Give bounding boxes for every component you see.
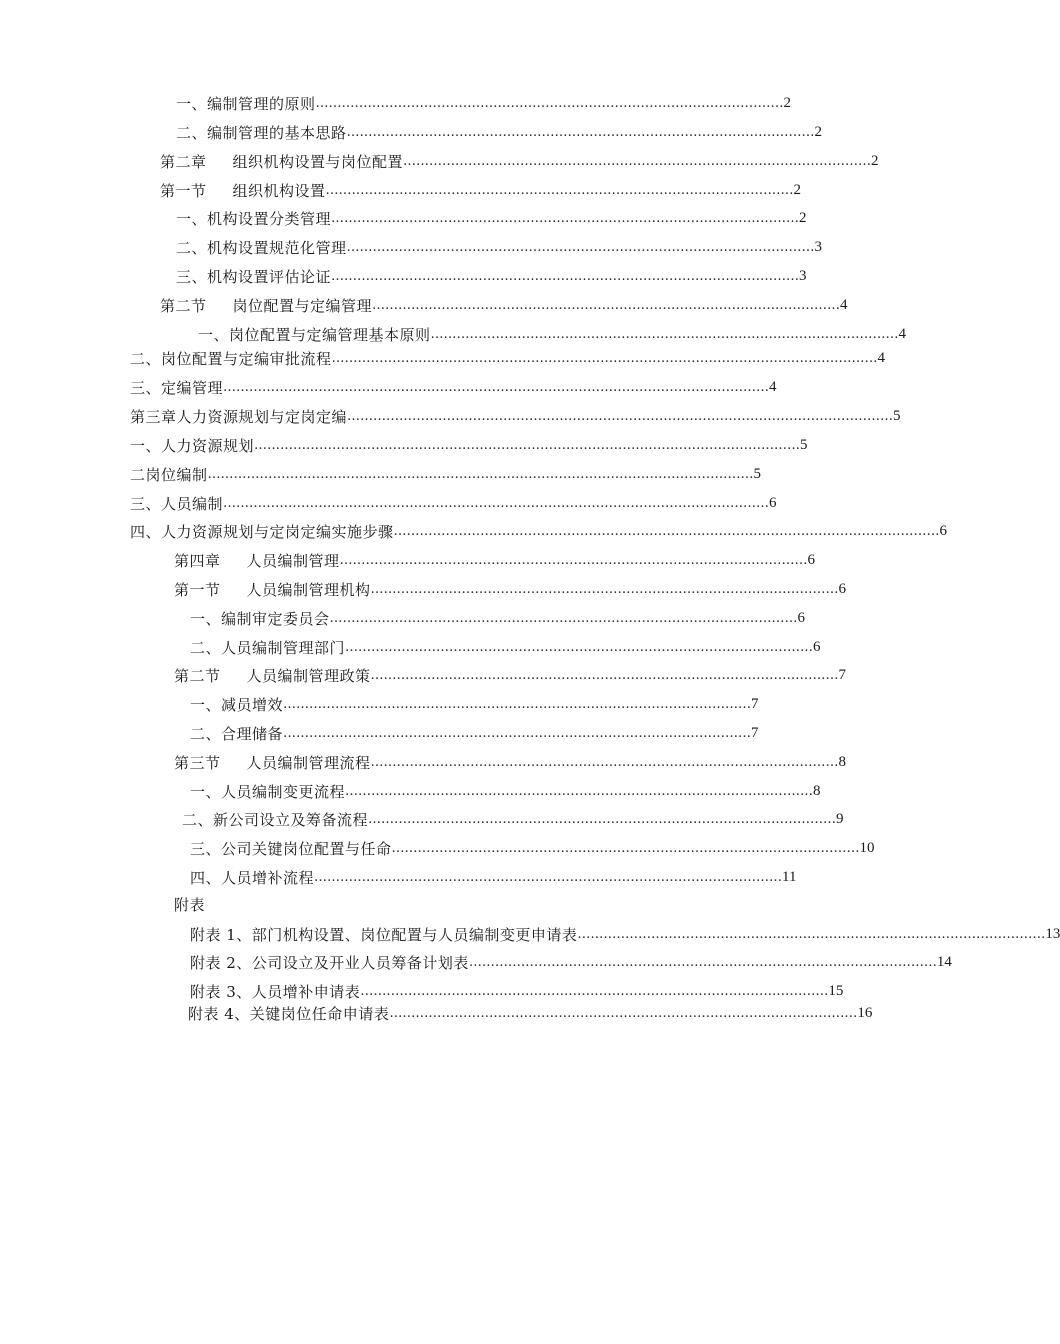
toc-leader-dots: ……………………………………………………………………………………………… [430, 327, 899, 342]
toc-entry-text: 四、人力资源规划与定岗定编实施步骤 [130, 522, 394, 541]
toc-section-title: 人员编制管理政策 [246, 666, 371, 685]
toc-section-label: 第二节 [160, 296, 207, 315]
toc-entry-text: 三、机构设置评估论证 [176, 267, 332, 286]
toc-entry[interactable] [174, 549, 816, 571]
toc-entry[interactable] [174, 664, 847, 686]
toc-leader-dots: ……………………………………………………………………………………………… [389, 1006, 858, 1021]
toc-entry-text [160, 151, 403, 172]
toc-entry-text: 附表 1、部门机构设置、岗位配置与人员编制变更申请表 [190, 925, 578, 944]
toc-section-label: 第一节 [174, 580, 221, 599]
toc-entry[interactable] [130, 492, 777, 514]
toc-entry[interactable] [130, 520, 948, 542]
toc-entry-text: 四、人员增补流程 [190, 868, 315, 887]
toc-page-number: 9 [836, 810, 844, 827]
toc-section-title: 组织机构设置 [232, 181, 326, 200]
toc-leader-dots: ……………………………………………………………………………………………………………… [347, 409, 894, 424]
toc-entry[interactable] [190, 693, 759, 715]
toc-entry[interactable] [190, 780, 821, 802]
toc-entry[interactable] [176, 121, 823, 143]
toc-entry-text [174, 579, 371, 600]
toc-leader-dots: ……………………………………………………………………………………………… [370, 668, 839, 683]
toc-page-number: 2 [799, 209, 807, 226]
toc-page-number: 8 [838, 753, 847, 770]
toc-page-number: 2 [814, 123, 823, 140]
toc-entry-text: 二岗位编制 [130, 465, 208, 484]
toc-entry-text: 附表 2、公司设立及开业人员筹备计划表 [190, 953, 469, 972]
toc-page-number: 6 [838, 580, 847, 597]
toc-entry[interactable] [130, 347, 886, 369]
toc-chapter-label: 第四章 [174, 551, 221, 570]
toc-leader-dots: ……………………………………………………………………………………………… [329, 611, 798, 626]
toc-entry-text [160, 180, 326, 201]
toc-entry-text: 一、人力资源规划 [130, 436, 255, 455]
toc-leader-dots: ……………………………………………………………………………………………… [331, 211, 800, 226]
toc-entry-text [160, 295, 372, 316]
toc-leader-dots: ……………………………………………………………………………………………………………… [223, 496, 770, 511]
toc-entry-text: 第三章人力资源规划与定岗定编 [130, 407, 348, 426]
toc-page-number: 13 [1045, 925, 1060, 942]
toc-page-number: 3 [799, 267, 807, 284]
toc-entry[interactable] [130, 434, 808, 456]
toc-entry[interactable] [160, 150, 879, 172]
toc-entry-text: 一、机构设置分类管理 [176, 209, 332, 228]
toc-page-number: 4 [769, 378, 777, 395]
toc-entry-text: 二、岗位配置与定编审批流程 [130, 349, 332, 368]
toc-leader-dots: ……………………………………………………………………………………………………………… [393, 524, 940, 539]
toc-entry-text [174, 665, 371, 686]
toc-leader-dots: ……………………………………………………………………………………………… [391, 841, 860, 856]
toc-appendix-entry[interactable] [190, 923, 1060, 945]
toc-entry-text: 二、人员编制管理部门 [190, 638, 346, 657]
toc-entry[interactable] [160, 179, 802, 201]
toc-page-number: 6 [797, 609, 806, 626]
toc-page-number: 7 [751, 724, 759, 741]
toc-leader-dots: ……………………………………………………………………………………………………………… [223, 380, 770, 395]
toc-page-number: 4 [898, 325, 907, 342]
toc-page-number: 4 [877, 349, 886, 366]
toc-page-number: 14 [936, 953, 952, 970]
toc-entry-text: 附表 3、人员增补申请表 [190, 982, 361, 1001]
toc-page-number: 6 [939, 522, 948, 539]
toc-section-label: 第一节 [160, 181, 207, 200]
toc-page-number: 16 [857, 1004, 873, 1021]
toc-section-title: 岗位配置与定编管理 [232, 296, 373, 315]
toc-entry-text: 三、定编管理 [130, 378, 224, 397]
toc-entry[interactable] [190, 866, 797, 888]
toc-entry[interactable] [130, 405, 901, 427]
toc-page-number: 4 [840, 296, 848, 313]
toc-chapter-title: 组织机构设置与岗位配置 [232, 152, 404, 171]
toc-entry-text: 一、编制管理的原则 [176, 94, 316, 113]
toc-entry[interactable] [160, 294, 848, 316]
toc-page-number: 6 [813, 638, 821, 655]
toc-leader-dots: ……………………………………………………………………………………………… [346, 240, 815, 255]
toc-page-number: 5 [893, 407, 901, 424]
toc-section-label: 第二节 [174, 666, 221, 685]
toc-page-number: 5 [753, 465, 762, 482]
toc-page-number: 8 [813, 782, 821, 799]
appendix-heading: 附表 [174, 896, 206, 914]
toc-leader-dots: ……………………………………………………………………………………………… [370, 582, 839, 597]
toc-entry-text: 三、公司关键岗位配置与任命 [190, 839, 392, 858]
toc-entry-text [174, 752, 371, 773]
toc-entry-text: 二、新公司设立及筹备流程 [182, 810, 369, 829]
toc-entry[interactable] [176, 236, 823, 258]
toc-leader-dots: ……………………………………………………………………………………………… [346, 125, 815, 140]
toc-page-number: 11 [782, 868, 797, 885]
toc-entry[interactable] [190, 607, 806, 629]
toc-entry[interactable] [190, 837, 875, 859]
toc-page-number: 10 [859, 839, 875, 856]
toc-leader-dots: ……………………………………………………………………………………………… [315, 96, 784, 111]
toc-entry[interactable] [174, 751, 847, 773]
toc-leader-dots: ……………………………………………………………………………………………………………… [207, 467, 754, 482]
toc-leader-dots: ……………………………………………………………………………………………… [331, 269, 800, 284]
toc-entry-text [174, 550, 340, 571]
toc-page-number: 7 [838, 666, 847, 683]
toc-appendix-entry[interactable] [190, 980, 844, 1002]
toc-page-number: 15 [828, 982, 844, 999]
toc-leader-dots: ……………………………………………………………………………………………… [360, 984, 829, 999]
toc-section-label: 第三节 [174, 753, 221, 772]
toc-entry[interactable] [182, 808, 844, 830]
toc-leader-dots: ……………………………………………………………………………………………… [339, 553, 808, 568]
toc-appendix-entry[interactable] [190, 951, 952, 973]
toc-entry-text: 一、编制审定委员会 [190, 609, 330, 628]
toc-page-number: 2 [783, 94, 792, 111]
toc-leader-dots: ……………………………………………………………………………………………… [283, 697, 752, 712]
toc-entry[interactable] [130, 376, 777, 398]
toc-leader-dots: ……………………………………………………………………………………………… [283, 726, 752, 741]
toc-leader-dots: ……………………………………………………………………………………………… [345, 784, 814, 799]
toc-entry-text: 二、编制管理的基本思路 [176, 123, 347, 142]
toc-leader-dots: ……………………………………………………………………………………………………………… [331, 351, 878, 366]
toc-entry[interactable] [174, 578, 847, 600]
toc-leader-dots: ……………………………………………………………………………………………… [372, 298, 841, 313]
toc-leader-dots: ……………………………………………………………………………………………… [325, 183, 794, 198]
toc-entry[interactable] [176, 207, 807, 229]
toc-page-number: 5 [800, 436, 808, 453]
toc-entry-text: 附表 4、关键岗位任命申请表 [188, 1004, 390, 1023]
toc-leader-dots: ……………………………………………………………………………………………… [314, 870, 783, 885]
toc-entry-text: 一、减员增效 [190, 695, 284, 714]
toc-page-number: 6 [769, 494, 777, 511]
toc-leader-dots: ……………………………………………………………………………………………… [468, 955, 937, 970]
toc-entry[interactable] [176, 92, 792, 114]
toc-section-title: 人员编制管理机构 [246, 580, 371, 599]
toc-entry[interactable] [190, 636, 821, 658]
toc-page-number: 6 [807, 551, 816, 568]
toc-entry-text: 三、人员编制 [130, 494, 224, 513]
toc-appendix-entry[interactable] [188, 1002, 873, 1024]
toc-leader-dots: ……………………………………………………………………………………………… [577, 927, 1046, 942]
toc-entry[interactable] [190, 722, 759, 744]
toc-entry-text: 二、机构设置规范化管理 [176, 238, 347, 257]
toc-section-title: 人员编制管理流程 [246, 753, 371, 772]
toc-page-number: 7 [751, 695, 759, 712]
toc-entry-text: 一、岗位配置与定编管理基本原则 [198, 325, 431, 344]
toc-entry[interactable] [198, 323, 907, 345]
toc-chapter-label: 第二章 [160, 152, 207, 171]
toc-leader-dots: ……………………………………………………………………………………………… [368, 812, 837, 827]
toc-page-number: 2 [793, 181, 802, 198]
toc-page-number: 2 [871, 152, 879, 169]
toc-entry[interactable] [130, 463, 762, 485]
toc-entry-text: 二、合理储备 [190, 724, 284, 743]
toc-leader-dots: ……………………………………………………………………………………………… [345, 640, 814, 655]
toc-entry-text: 一、人员编制变更流程 [190, 782, 346, 801]
toc-page-number: 3 [814, 238, 823, 255]
toc-entry[interactable] [176, 265, 807, 287]
toc-leader-dots: ……………………………………………………………………………………………… [370, 755, 839, 770]
toc-leader-dots: ……………………………………………………………………………………………… [403, 154, 872, 169]
toc-chapter-title: 人员编制管理 [246, 551, 340, 570]
toc-leader-dots: ……………………………………………………………………………………………………………… [254, 438, 801, 453]
